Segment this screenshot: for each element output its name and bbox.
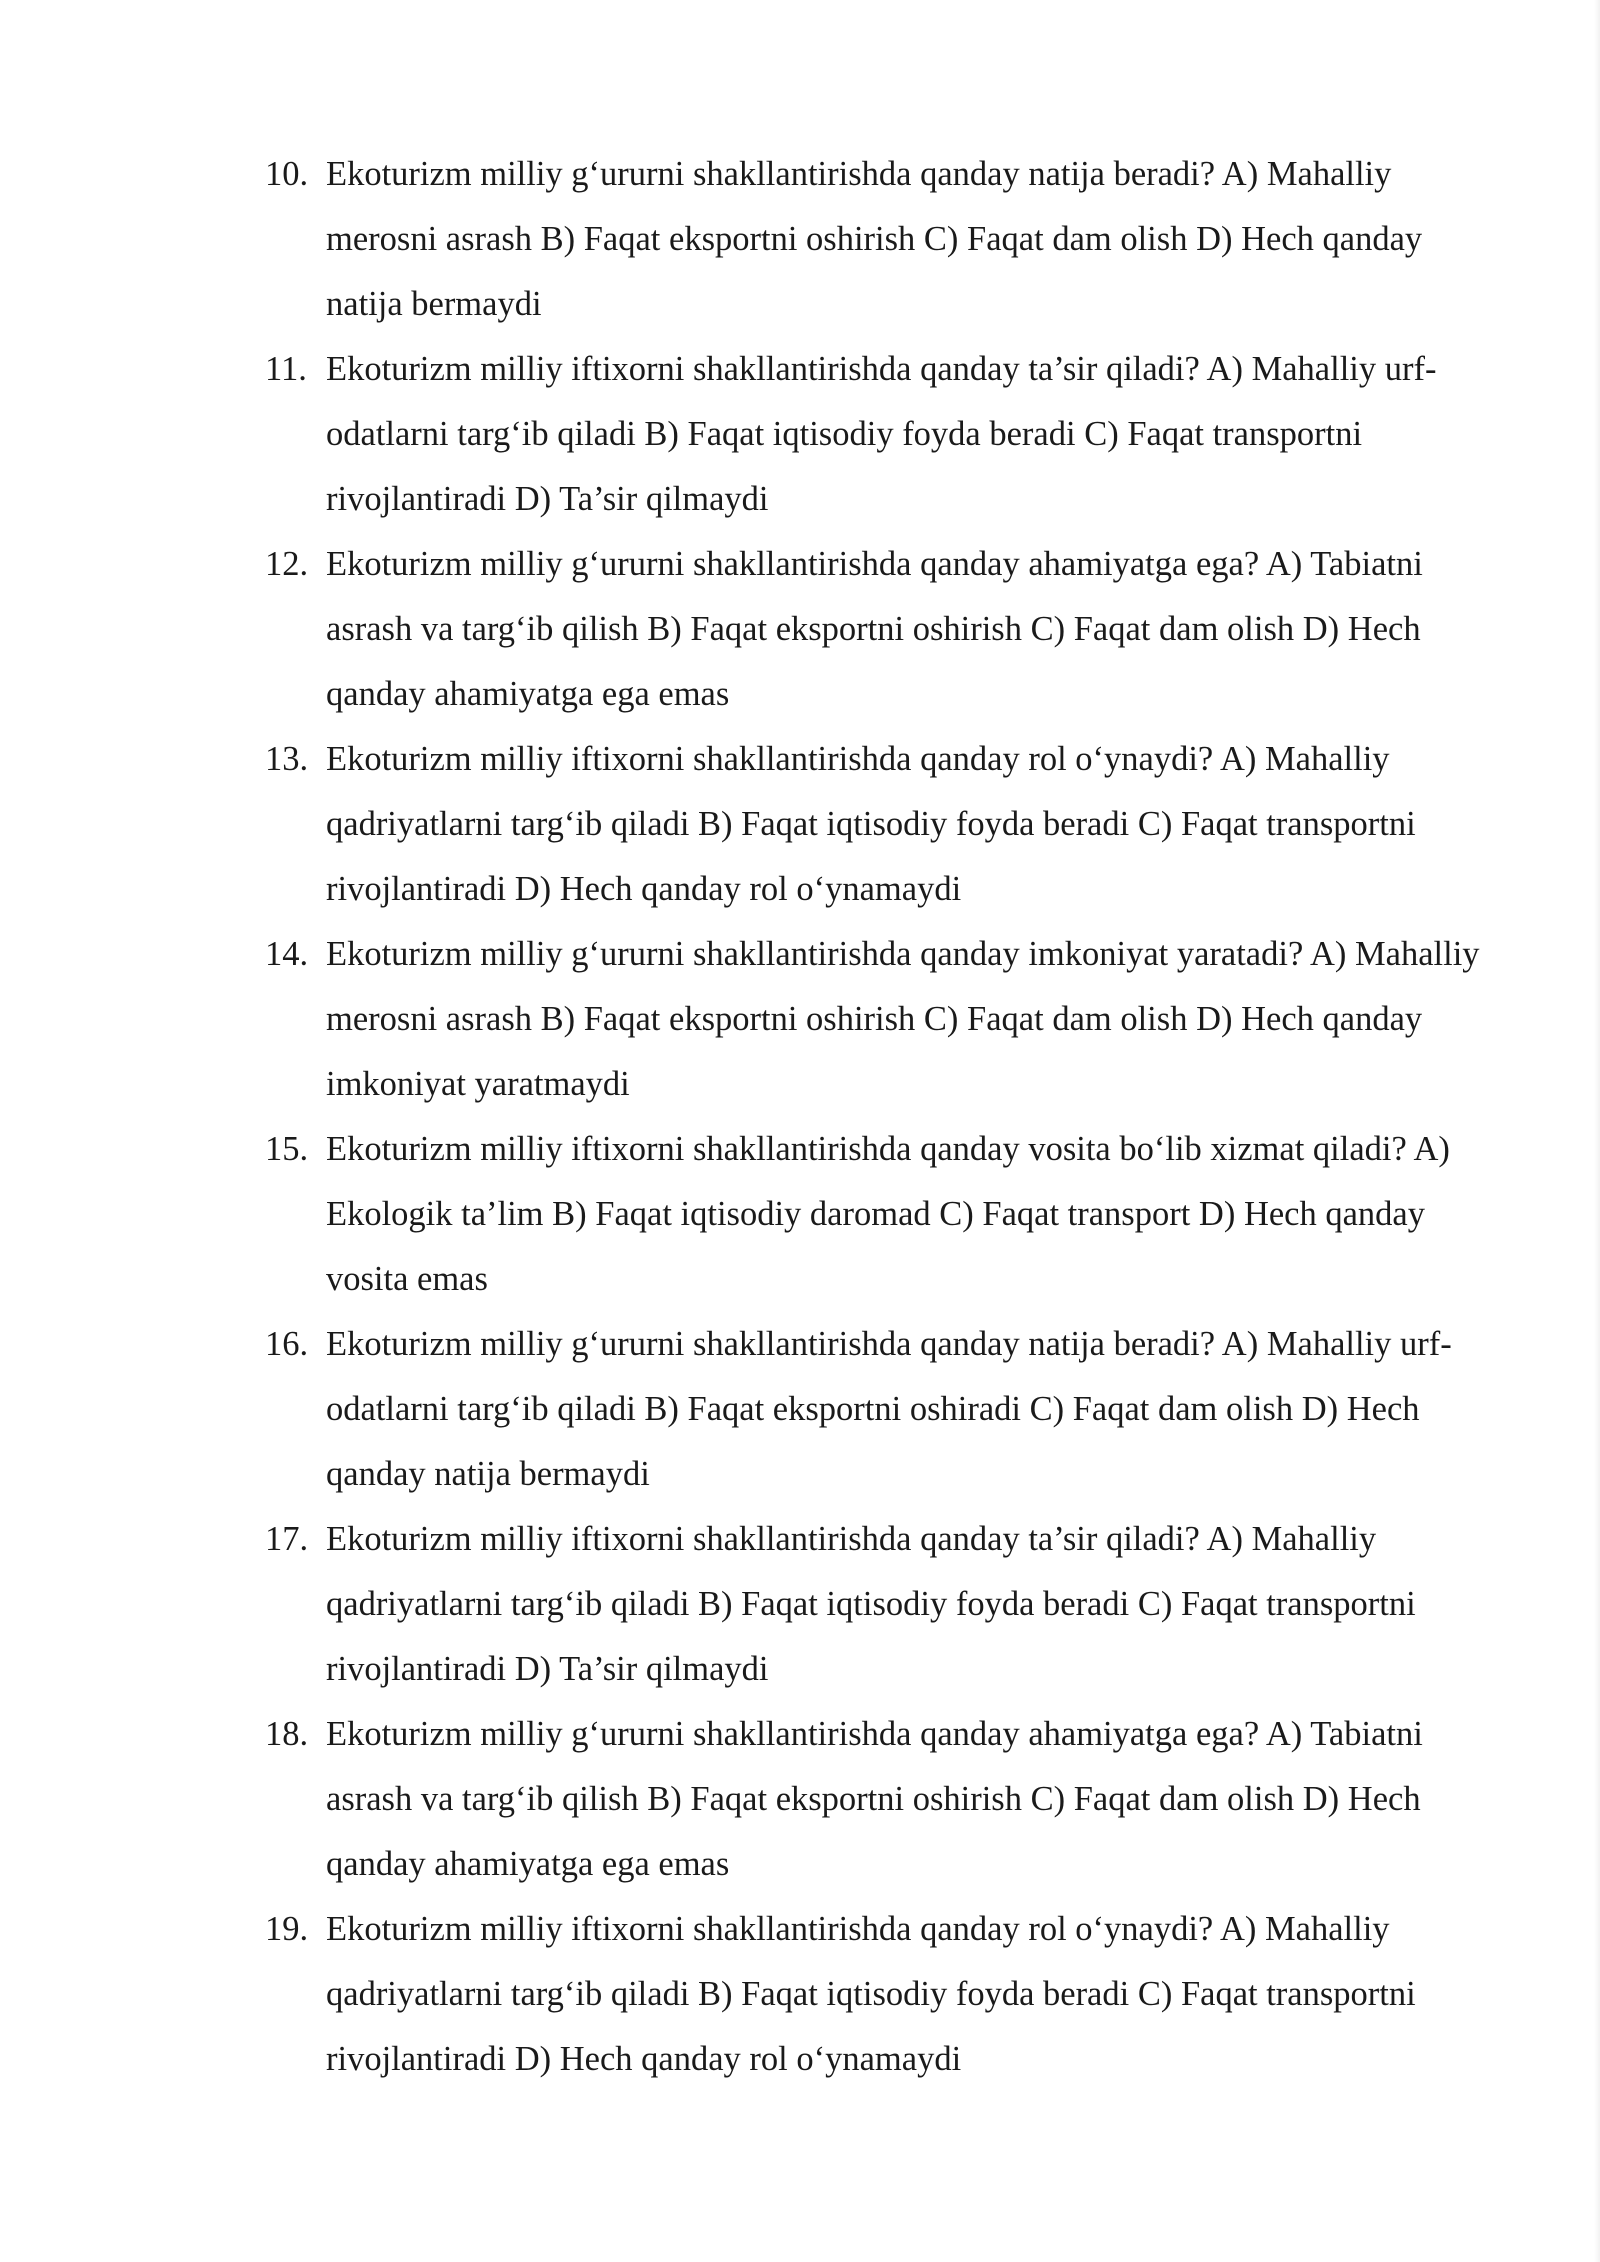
list-item <box>265 1702 1492 1897</box>
question-list <box>265 142 1492 2092</box>
list-item <box>265 922 1492 1117</box>
item-number: 15. <box>265 1130 309 1168</box>
list-item <box>265 1897 1492 2092</box>
list-item <box>265 1312 1492 1507</box>
item-number: 12. <box>265 545 309 583</box>
item-text: Ekoturizm milliy g‘ururni shakllantirishda qanday ahamiyatga ega? A) Tabiatni asrash va targ‘ib qilish B) Faqat eksportni oshirish C) Faqat dam olish D) Hech qanday ahamiyatga ega emas <box>326 1715 1423 1883</box>
item-number: 19. <box>265 1910 309 1948</box>
item-text: Ekoturizm milliy g‘ururni shakllantirishda qanday natija beradi? A) Mahalliy merosni asrash B) Faqat eksportni oshirish C) Faqat dam olish D) Hech qanday natija bermaydi <box>326 155 1423 323</box>
item-text: Ekoturizm milliy g‘ururni shakllantirishda qanday imkoniyat yaratadi? A) Mahalliy merosni asrash B) Faqat eksportni oshirish C) Faqat dam olish D) Hech qanday imkoniyat yaratmaydi <box>326 935 1480 1103</box>
item-text: Ekoturizm milliy iftixorni shakllantirishda qanday vosita bo‘lib xizmat qiladi? A) Ekologik ta’lim B) Faqat iqtisodiy daromad C) Faqat transport D) Hech qanday vosita emas <box>326 1130 1450 1298</box>
list-item <box>265 337 1492 532</box>
list-item <box>265 727 1492 922</box>
item-number: 14. <box>265 935 309 973</box>
list-item <box>265 1507 1492 1702</box>
page-edge-shadow <box>1594 0 1600 2262</box>
item-number: 18. <box>265 1715 309 1753</box>
item-number: 17. <box>265 1520 309 1558</box>
item-text: Ekoturizm milliy iftixorni shakllantirishda qanday rol o‘ynaydi? A) Mahalliy qadriyatlarni targ‘ib qiladi B) Faqat iqtisodiy foyda beradi C) Faqat transportni rivojlantiradi D) Hech qanday rol o‘ynamaydi <box>326 740 1416 908</box>
item-number: 13. <box>265 740 309 778</box>
item-number: 10. <box>265 155 309 193</box>
list-item <box>265 142 1492 337</box>
item-number: 11. <box>265 350 307 388</box>
list-item <box>265 1117 1492 1312</box>
item-text: Ekoturizm milliy g‘ururni shakllantirishda qanday natija beradi? A) Mahalliy urf-odatlarni targ‘ib qiladi B) Faqat eksportni oshiradi C) Faqat dam olish D) Hech qanday natija bermaydi <box>326 1325 1452 1493</box>
list-item <box>265 532 1492 727</box>
item-text: Ekoturizm milliy iftixorni shakllantirishda qanday ta’sir qiladi? A) Mahalliy urf-odatlarni targ‘ib qiladi B) Faqat iqtisodiy foyda beradi C) Faqat transportni rivojlantiradi D) Ta’sir qilmaydi <box>326 350 1437 518</box>
item-text: Ekoturizm milliy iftixorni shakllantirishda qanday rol o‘ynaydi? A) Mahalliy qadriyatlarni targ‘ib qiladi B) Faqat iqtisodiy foyda beradi C) Faqat transportni rivojlantiradi D) Hech qanday rol o‘ynamaydi <box>326 1910 1416 2078</box>
item-number: 16. <box>265 1325 309 1363</box>
item-text: Ekoturizm milliy iftixorni shakllantirishda qanday ta’sir qiladi? A) Mahalliy qadriyatlarni targ‘ib qiladi B) Faqat iqtisodiy foyda beradi C) Faqat transportni rivojlantiradi D) Ta’sir qilmaydi <box>326 1520 1416 1688</box>
item-text: Ekoturizm milliy g‘ururni shakllantirishda qanday ahamiyatga ega? A) Tabiatni asrash va targ‘ib qilish B) Faqat eksportni oshirish C) Faqat dam olish D) Hech qanday ahamiyatga ega emas <box>326 545 1423 713</box>
